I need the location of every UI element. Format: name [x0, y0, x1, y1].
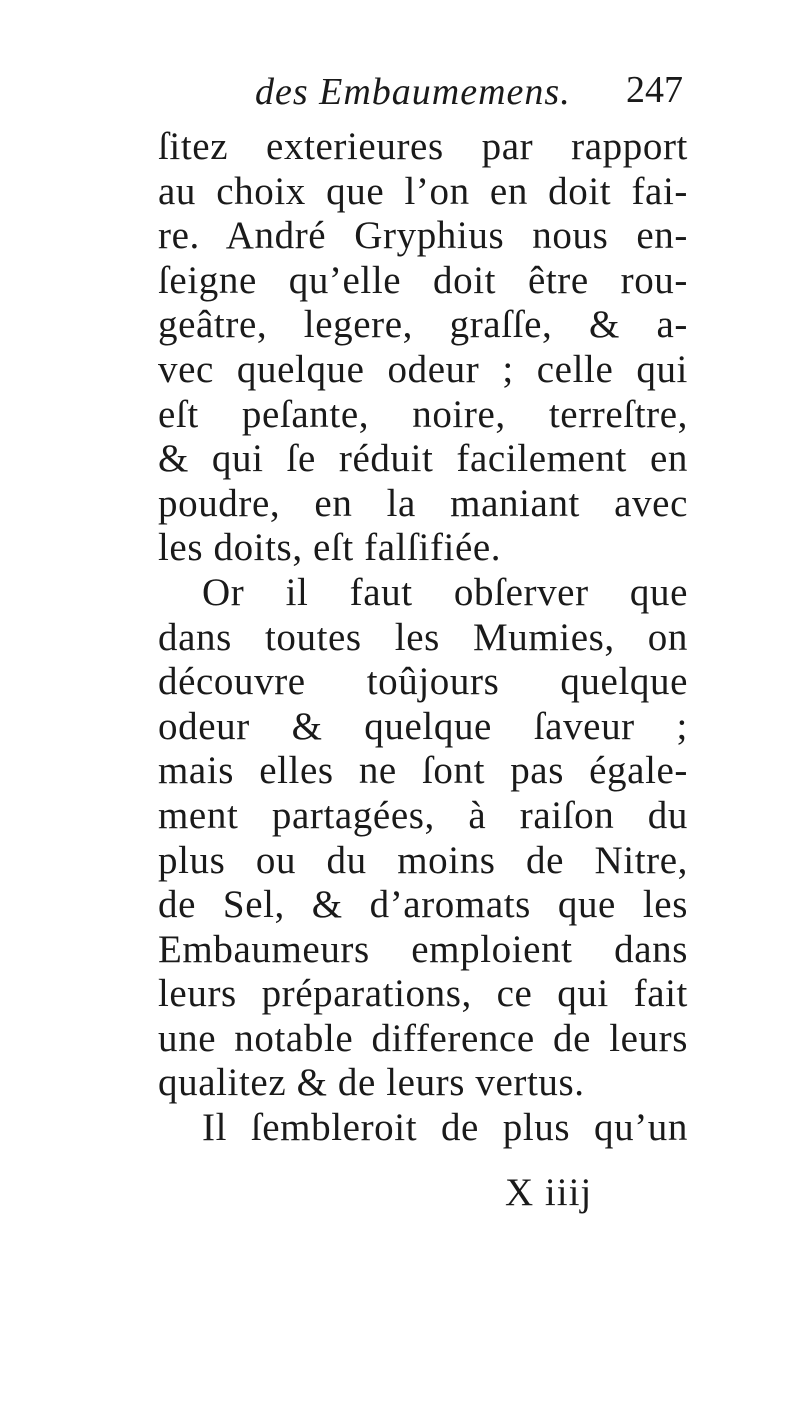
- paragraph-start-line: Or il faut obſerver que: [202, 570, 688, 614]
- text-line: ſeigne qu’elle doit être rou-: [158, 258, 688, 302]
- text-line: leurs préparations, ce qui fait: [158, 972, 688, 1016]
- text-line: au choix que l’on en doit fai-: [158, 169, 688, 213]
- text-line: de Sel, & d’aromats que les: [158, 883, 688, 927]
- text-line: les doits, eſt falſifiée.: [158, 526, 502, 570]
- text-line: & qui ſe réduit facilement en: [158, 437, 688, 481]
- body-text: [158, 125, 688, 1151]
- page-number: 247: [626, 69, 683, 111]
- text-line: re. André Gryphius nous en-: [158, 214, 688, 258]
- text-line: poudre, en la maniant avec: [158, 481, 688, 525]
- text-line: ſitez exterieures par rapport: [158, 125, 688, 168]
- text-line: dans toutes les Mumies, on: [158, 615, 688, 659]
- running-title: des Embaumemens.: [255, 71, 571, 113]
- text-line: ment partagées, à raiſon du: [158, 793, 688, 837]
- signature-mark: X iiij: [505, 1171, 593, 1214]
- text-line: mais elles ne ſont pas égale-: [158, 749, 688, 793]
- text-line: eſt peſante, noire, terreſtre,: [158, 392, 688, 436]
- text-line: odeur & quelque ſaveur ;: [158, 704, 688, 748]
- text-line: geâtre, legere, graſſe, & a-: [158, 303, 688, 347]
- page-header: [255, 70, 695, 120]
- text-line: vec quelque odeur ; celle qui: [158, 347, 688, 391]
- text-line: découvre toûjours quelque: [158, 660, 688, 704]
- text-line: plus ou du moins de Nitre,: [158, 838, 688, 882]
- paragraph-start-line: Il ſembleroit de plus qu’un: [202, 1106, 688, 1150]
- text-line: une notable difference de leurs: [158, 1016, 688, 1060]
- text-line: qualitez & de leurs vertus.: [158, 1061, 585, 1105]
- text-line: Embaumeurs emploient dans: [158, 927, 688, 971]
